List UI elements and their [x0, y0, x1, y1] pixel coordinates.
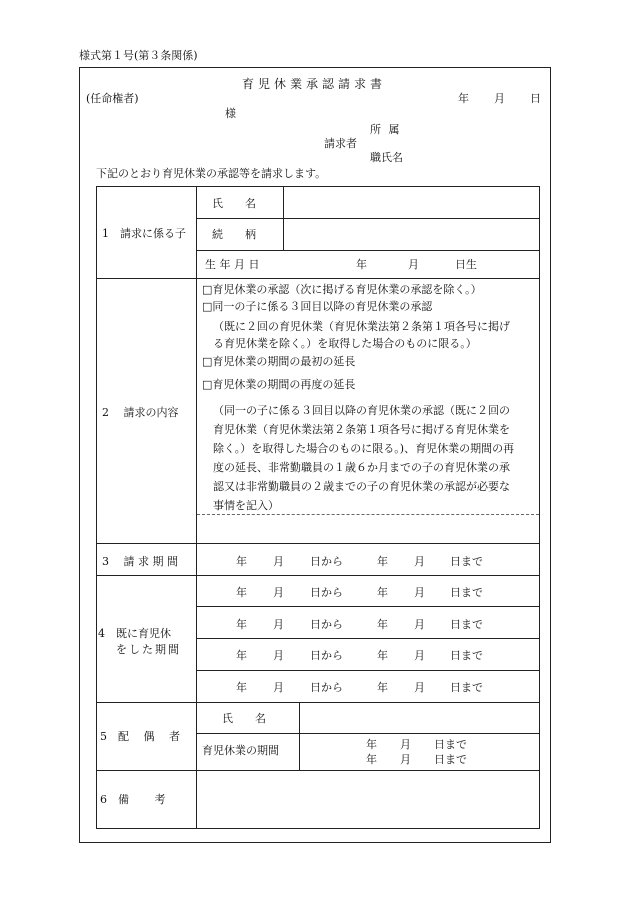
sec3-bottom-line — [96, 575, 540, 576]
sec3-month-from: 月 — [273, 555, 284, 568]
sec3-month-to: 月 — [414, 555, 425, 568]
sec1-row-line-2 — [196, 250, 540, 251]
sec5-inner-divider — [299, 702, 300, 770]
sec4-row4-year-to: 年 — [377, 681, 388, 694]
sec4-row2-year-to: 年 — [377, 618, 388, 631]
spouse-period-label: 育児休業の期間 — [202, 744, 279, 757]
table-left-line — [96, 186, 97, 829]
sec1-bottom-line — [96, 278, 540, 279]
sec2-label: 2 請求の内容 — [102, 406, 179, 419]
sec4-row3-day-to: 日まで — [450, 649, 483, 662]
sec5-label: 5 配 偶 者 — [100, 730, 180, 743]
sec5-bottom-line — [96, 770, 540, 771]
table-top-line — [96, 186, 540, 187]
sec4-row4-year-from: 年 — [236, 681, 247, 694]
sec2-option-1[interactable]: □育児休業の承認（次に掲げる育児休業の承認を除く。） — [202, 283, 482, 296]
sec2-option-2-note-2: る育児休業を除く。）を取得した場合のものに限る。） — [213, 337, 477, 350]
sec4-row1-day-to: 日まで — [450, 586, 483, 599]
sec4-row1-year-to: 年 — [377, 586, 388, 599]
sec4-row1-day-from: 日から — [310, 586, 343, 599]
sec2-bottom-line — [96, 543, 540, 544]
affiliation-label: 所 属 — [370, 123, 402, 136]
spouse-name-label: 氏 名 — [222, 712, 266, 725]
sec4-row3-year-from: 年 — [236, 649, 247, 662]
sec3-year-from: 年 — [236, 555, 247, 568]
honorific-label: 様 — [225, 107, 236, 120]
sec4-row1-month-from: 月 — [273, 586, 284, 599]
requester-label: 請求者 — [324, 137, 357, 150]
sec4-row4-month-to: 月 — [414, 681, 425, 694]
date-year-label: 年 — [458, 92, 469, 105]
sec4-row-line-1 — [196, 606, 540, 607]
document-title: 育児休業承認請求書 — [242, 77, 387, 91]
sec4-row3-month-from: 月 — [273, 649, 284, 662]
sec2-reason-field[interactable] — [198, 516, 538, 541]
child-name-field[interactable] — [285, 188, 537, 216]
sec1-label: 1 請求に係る子 — [102, 227, 186, 240]
sec2-note-line-2: 育児休業（育児休業法第２条第１項各号に掲げる育児休業を — [213, 423, 510, 436]
child-birth-label: 生 年 月 日 — [205, 258, 260, 271]
sec1-row-line-1 — [196, 218, 540, 219]
sec4-row1-month-to: 月 — [414, 586, 425, 599]
sec2-dashed-line — [197, 514, 539, 515]
sec4-label-line-1: 4 既に育児休 — [98, 627, 171, 640]
sec2-option-3[interactable]: □育児休業の期間の最初の延長 — [202, 355, 356, 368]
spouse-period-month-1: 月 — [400, 738, 411, 751]
date-month-label: 月 — [494, 92, 505, 105]
sec3-year-to: 年 — [377, 555, 388, 568]
sec3-day-to: 日まで — [450, 555, 483, 568]
remarks-field[interactable] — [198, 772, 538, 826]
sec4-row3-day-from: 日から — [310, 649, 343, 662]
sec2-option-2-note-1: （既に２回の育児休業（育児休業法第２条第１項各号に掲げ — [213, 320, 510, 333]
table-bottom-line — [96, 828, 540, 829]
sec4-bottom-line — [96, 702, 540, 703]
spouse-period-until-1: 日まで — [434, 738, 467, 751]
spouse-period-month-2: 月 — [400, 753, 411, 766]
birth-month-label: 月 — [408, 258, 419, 271]
appointer-label: (任命権者) — [86, 92, 139, 105]
sec4-row2-day-from: 日から — [310, 618, 343, 631]
sec4-row2-day-to: 日まで — [450, 618, 483, 631]
sec4-row-line-2 — [196, 638, 540, 639]
child-name-label: 氏 名 — [212, 197, 256, 210]
spouse-name-field[interactable] — [301, 704, 537, 731]
birth-year-label: 年 — [356, 258, 367, 271]
sec2-note-line-6: 事情を記入） — [213, 499, 279, 512]
name-title-label: 職氏名 — [370, 151, 403, 164]
sec4-label-line-2: をした期間 — [116, 643, 181, 656]
intro-text: 下記のとおり育児休業の承認等を請求します。 — [96, 167, 327, 180]
sec4-row2-year-from: 年 — [236, 618, 247, 631]
sec4-row-line-3 — [196, 670, 540, 671]
spouse-period-year-1: 年 — [366, 738, 377, 751]
sec4-row3-year-to: 年 — [377, 649, 388, 662]
spouse-period-year-2: 年 — [366, 753, 377, 766]
sec2-note-line-5: 認又は非常勤職員の２歳までの子の育児休業の承認が必要な — [213, 480, 510, 493]
child-relation-label: 続 柄 — [212, 228, 256, 241]
sec5-row-line — [196, 733, 540, 734]
sec6-label: 6 備 考 — [100, 793, 166, 806]
sec2-note-line-4: 度の延長、非常勤職員の１歳６か月までの子の育児休業の承 — [213, 461, 510, 474]
sec4-row2-month-from: 月 — [273, 618, 284, 631]
sec2-note-line-3: 除く。）を取得した場合のものに限る。)、育児休業の期間の再 — [213, 442, 515, 455]
birth-day-label: 日生 — [455, 258, 477, 271]
child-relation-field[interactable] — [285, 220, 537, 248]
spouse-period-until-2: 日まで — [434, 753, 467, 766]
sec4-row2-month-to: 月 — [414, 618, 425, 631]
form-number: 様式第１号(第３条関係) — [79, 49, 198, 62]
sec4-row4-month-from: 月 — [273, 681, 284, 694]
sec4-row4-day-to: 日まで — [450, 681, 483, 694]
sec4-row4-day-from: 日から — [310, 681, 343, 694]
sec3-label: 3 請 求 期 間 — [102, 555, 178, 568]
sec2-option-4[interactable]: □育児休業の期間の再度の延長 — [202, 378, 356, 391]
sec4-row3-month-to: 月 — [414, 649, 425, 662]
sec2-option-2[interactable]: □同一の子に係る３回目以降の育児休業の承認 — [202, 300, 433, 313]
sec3-day-from: 日から — [310, 555, 343, 568]
sec4-row1-year-from: 年 — [236, 586, 247, 599]
date-day-label: 日 — [530, 92, 541, 105]
sec2-note-line-1: （同一の子に係る３回目以降の育児休業の承認（既に２回の — [213, 404, 510, 417]
